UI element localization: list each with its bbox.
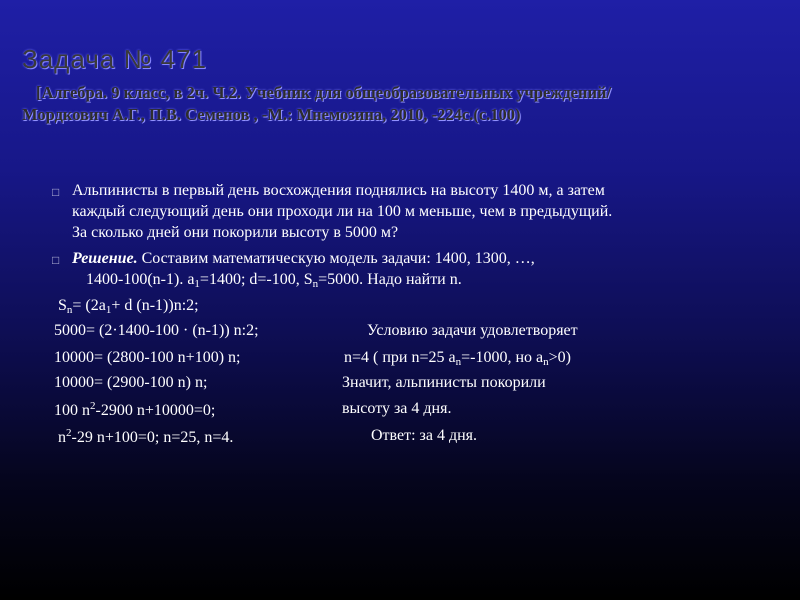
right2-a: n=4 ( при n=25 a [344, 349, 456, 366]
sum-formula [58, 297, 199, 316]
problem-line-1: Альпинисты в первый день восхождения поднялись на высоту 1400 м, а затем [72, 182, 605, 199]
conclusion-line-1: Значит, альпинисты покорили [342, 374, 546, 391]
solution-line-2 [72, 269, 772, 295]
conclusion-line-2: высоту за 4 дня. [342, 400, 452, 417]
right2-c: >0) [548, 349, 571, 366]
subscript: 1 [105, 304, 112, 316]
equation-1: 5000= (2·1400-100 · (n-1)) n:2; [54, 322, 259, 339]
formula-mid: = (2a [72, 297, 106, 314]
solution-label: Решение. [72, 250, 138, 267]
equation-3: 10000= (2900-100 n) n; [54, 374, 208, 391]
condition-text: Условию задачи удовлетворяет [367, 322, 578, 339]
subscript: 1 [194, 278, 200, 290]
subscript: n [66, 304, 73, 316]
problem-line-3: За сколько дней они покорили высоту в 5000 м? [72, 224, 399, 241]
formula-s: S [58, 297, 67, 314]
subscript: n [455, 356, 462, 368]
condition-detail [344, 349, 571, 368]
solution-line-1 [72, 248, 772, 269]
solution-text-2b: =1400; d=-100, S [199, 271, 313, 288]
equation-4 [54, 400, 215, 420]
subscript: n [543, 356, 549, 368]
bullet-icon: □ [52, 185, 60, 199]
subscript: n [312, 278, 319, 290]
equation-5 [58, 427, 233, 447]
eq4-b: -2900 n+10000=0; [95, 402, 216, 419]
source-line-2: Мордкович А.Г., П.В. Семенов , -М.: Мнемозина, 2010, -224с.(с.100) [22, 105, 521, 124]
equation-2: 10000= (2800-100 n+100) n; [54, 349, 241, 366]
bullet-icon: □ [52, 253, 60, 267]
eq4-a: 100 n [54, 402, 90, 419]
eq5-a: n [58, 429, 66, 446]
problem-line-2: каждый следующий день они проходи ли на 100 м меньше, чем в предыдущий. [72, 203, 613, 220]
solution-text-1: Составим математическую модель задачи: 1400, 1300, …, [137, 250, 535, 267]
solution-text-2c: =5000. Надо найти n. [318, 271, 462, 288]
eq5-b: -29 n+100=0; n=25, n=4. [71, 429, 234, 446]
solution-intro [72, 248, 772, 295]
problem-statement [72, 180, 772, 243]
answer-text: Ответ: за 4 дня. [371, 427, 478, 444]
superscript: 2 [66, 427, 72, 439]
formula-rest: + d (n-1))n:2; [111, 297, 199, 314]
solution-text-2a: 1400-100(n-1). a [86, 271, 195, 288]
slide-title: Задача № 471 [22, 44, 207, 74]
source-reference [22, 82, 782, 126]
superscript: 2 [90, 400, 96, 412]
source-line-1: [Алгебра. 9 класс, в 2ч. Ч.2. Учебник для общеобразовательных учреждений/ [36, 83, 612, 102]
right2-b: =-1000, но a [461, 349, 544, 366]
